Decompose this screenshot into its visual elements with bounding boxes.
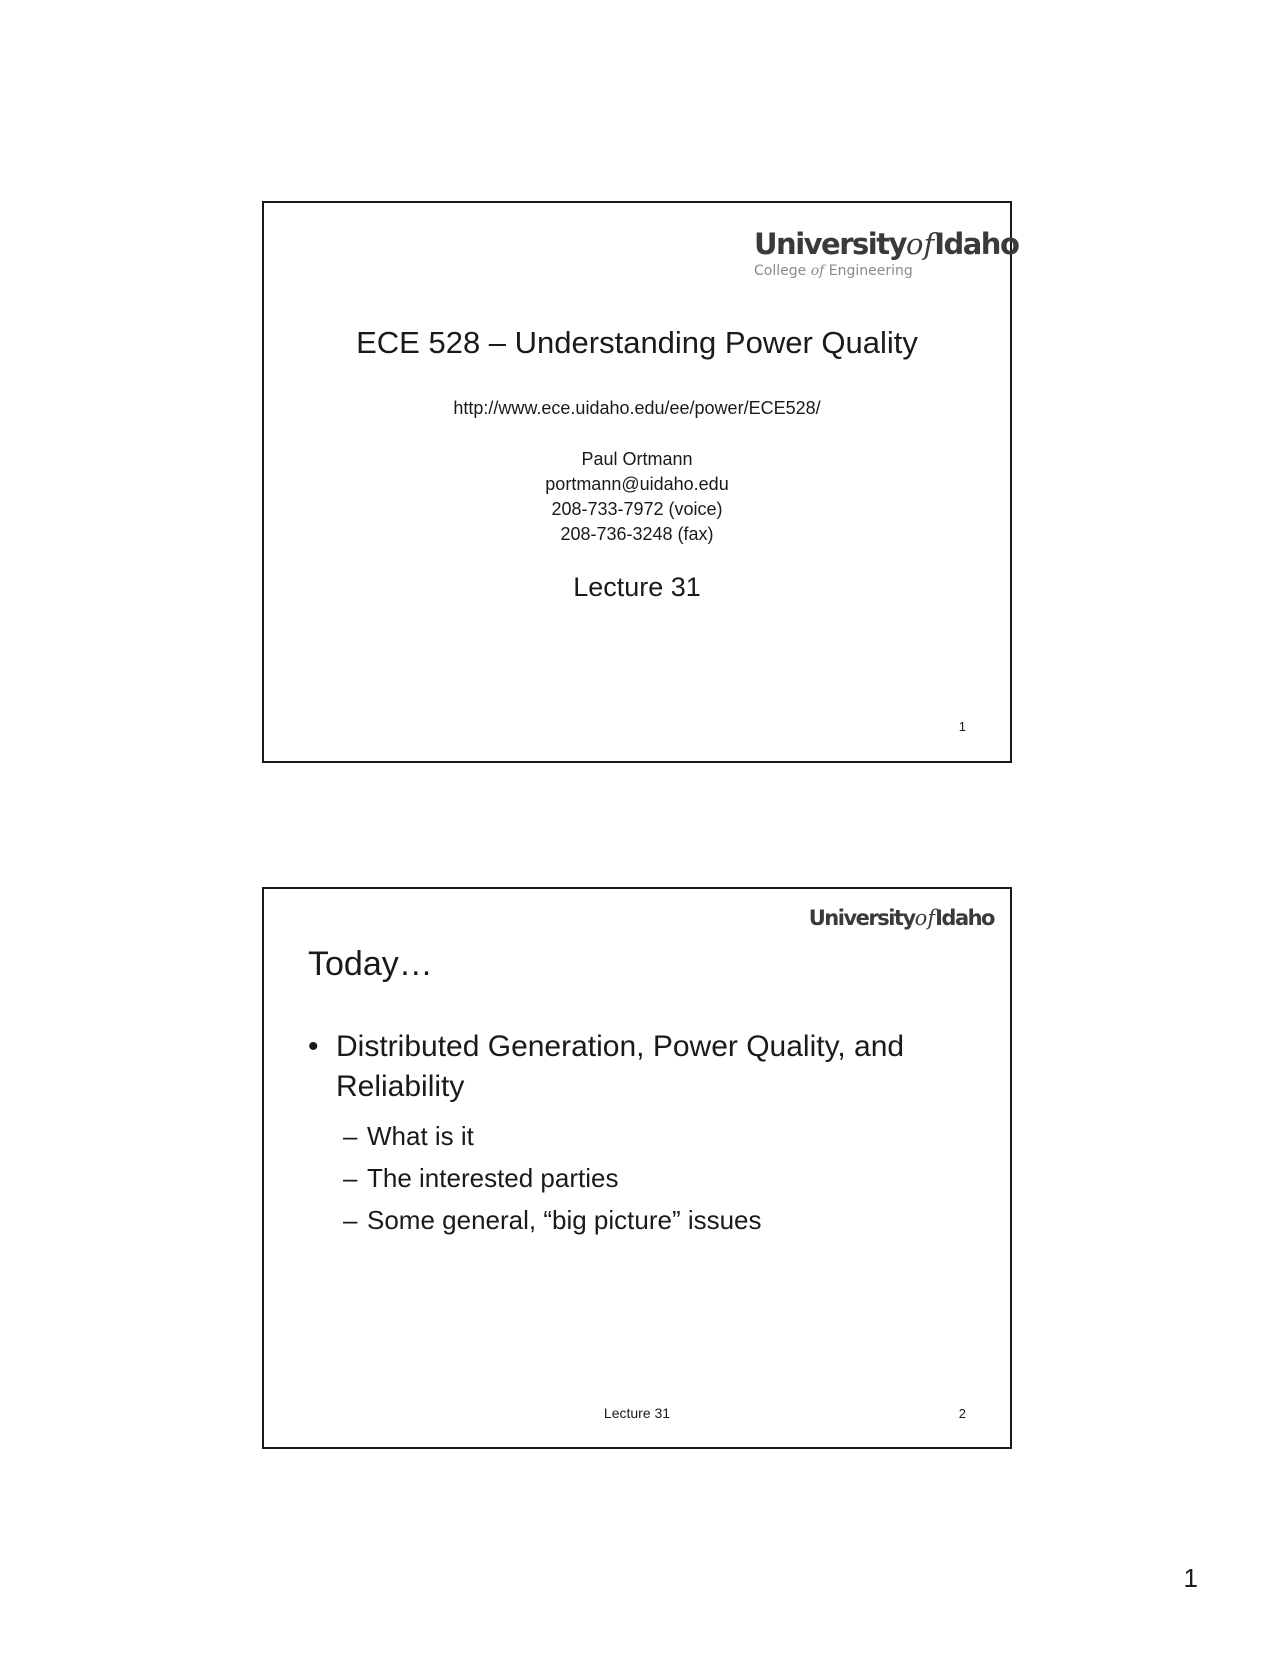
instructor-fax: 208-736-3248 (fax) [560, 524, 714, 544]
slide-page-number: 1 [958, 719, 966, 734]
sub-bullet-list [308, 1115, 988, 1241]
sub-bullet-text: The interested parties [367, 1163, 619, 1193]
sub-bullet-text: Some general, “big picture” issues [367, 1205, 762, 1235]
logo-college-line: College of Engineering [754, 263, 913, 279]
university-of-idaho-logo [809, 906, 994, 930]
sub-bullet-text: What is it [367, 1121, 474, 1151]
dash-marker: – [343, 1205, 358, 1235]
sub-list-item [343, 1157, 988, 1199]
slide-page-number: 2 [958, 1406, 966, 1421]
dash-marker: – [343, 1163, 358, 1193]
list-item [308, 1027, 988, 1107]
sub-list-item [343, 1115, 988, 1157]
bullet-point: • [308, 1030, 319, 1063]
instructor-name: Paul Ortmann [581, 449, 693, 469]
sub-list-item [343, 1199, 988, 1241]
instructor-email: portmann@uidaho.edu [545, 474, 729, 494]
slide-1 [262, 201, 1019, 763]
slide-footer: Lecture 31 [603, 1405, 671, 1421]
slide-2 [262, 887, 1012, 1449]
instructor-voice: 208-733-7972 (voice) [551, 499, 723, 519]
slide-title: ECE 528 – Understanding Power Quality [356, 325, 918, 360]
course-url: http://www.ece.uidaho.edu/ee/power/ECE528/ [453, 398, 821, 418]
bullet-text: Distributed Generation, Power Quality, and Reliability [336, 1030, 905, 1103]
university-of-idaho-engineering-logo [754, 227, 1018, 279]
lecture-label: Lecture 31 [573, 572, 701, 602]
document-page-number: 1 [1183, 1563, 1198, 1593]
logo-wordmark: UniversityofIdaho [754, 227, 1019, 261]
bullet-list [308, 1027, 988, 1241]
dash-marker: – [343, 1121, 358, 1151]
contact-block [264, 447, 1010, 547]
logo-wordmark: UniversityofIdaho [808, 906, 994, 930]
slide-title: Today… [308, 945, 433, 983]
